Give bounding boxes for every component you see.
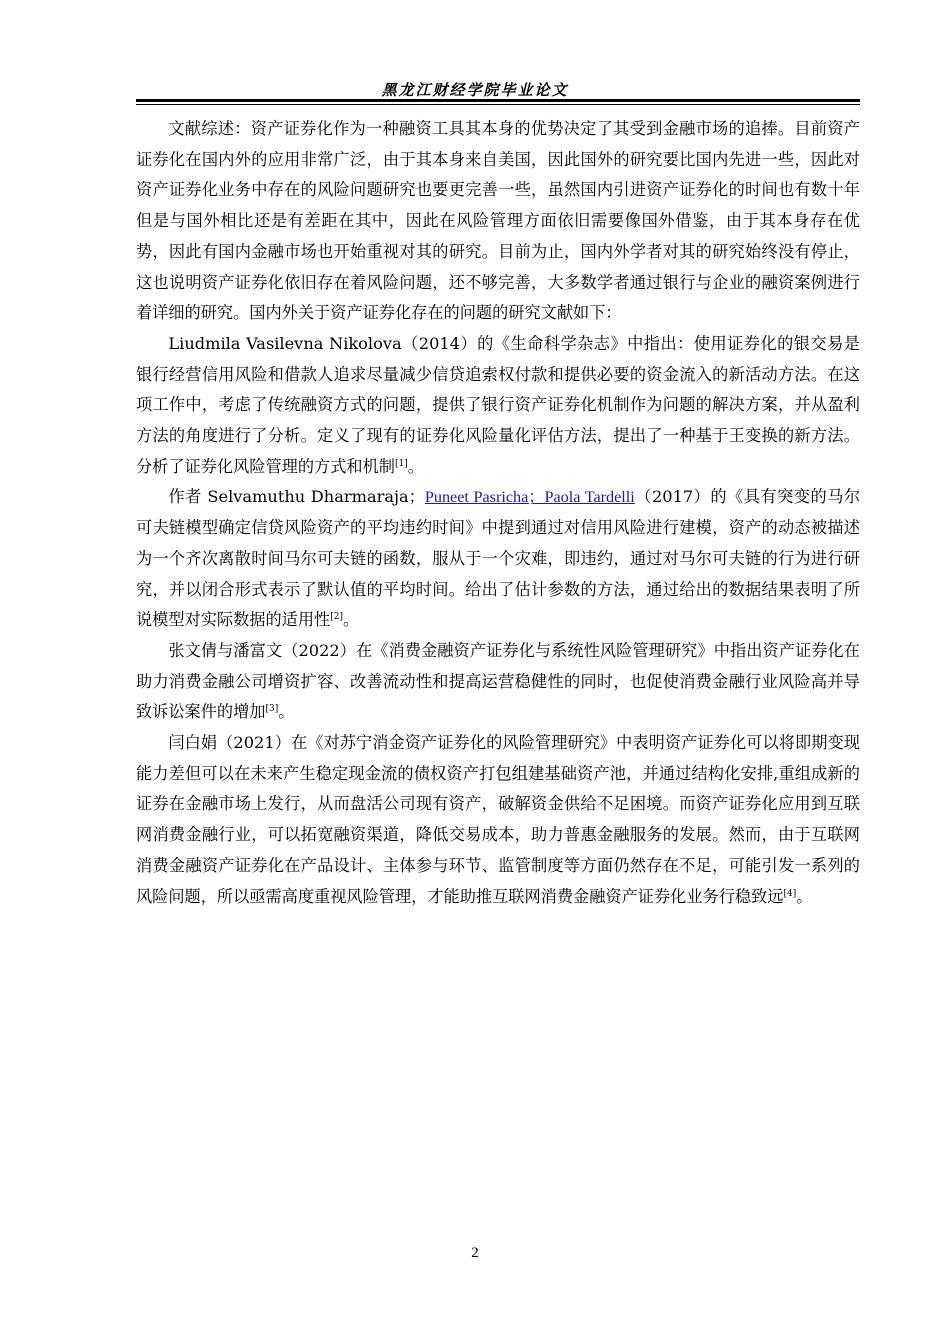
author-link[interactable]: Puneet Pasricha；Paola Tardelli (424, 488, 635, 507)
paragraph-zhang (136, 636, 860, 728)
paragraph-end: 。 (407, 456, 424, 476)
paragraph-end: 。 (278, 702, 295, 722)
paragraph-end: 。 (343, 610, 360, 630)
body-text (136, 114, 860, 912)
citation-ref[interactable]: [2] (330, 612, 343, 623)
paragraph-text: 闫白娟（2021）在《对苏宁消金资产证券化的风险管理研究》中表明资产证券化可以将即期变现能力差但可以在未来产生稳定现金流的债权资产打包组建基础资产池，并通过结构化安排,重组成新的证券在金融市场上发行，从而盘活公司现有资产，破解资金供给不足困境。而资产证券化应用到互联网消费金融行业，可以拓宽融资渠道，降低交易成本，助力普惠金融服务的发展。然而，由于互联网消费金融资产证券化在产品设计、主体参与环节、监管制度等方面仍然存在不足，可能引发一系列的风险问题，所以亟需高度重视风险管理，才能助推互联网消费金融资产证券化业务行稳致远 (136, 733, 860, 906)
citation-ref[interactable]: [1] (395, 458, 408, 469)
paragraph-text: Liudmila Vasilevna Nikolova（2014）的《生命科学杂志》中指出：使用证券化的银交易是银行经营信用风险和借款人追求尽量减少信贷追索权付款和提供必要的资金流入的新活动方法。在这项工作中，考虑了传统融资方式的问题，提供了银行资产证券化机制作为问题的解决方案，并从盈利方法的角度进行了分析。定义了现有的证券化风险量化评估方法，提出了一种基于王变换的新方法。分析了证券化风险管理的方式和机制 (136, 333, 860, 476)
paragraph-nikolova (136, 329, 860, 483)
citation-ref[interactable]: [4] (783, 888, 797, 899)
paragraph-end: 。 (796, 886, 813, 906)
citation-ref[interactable]: [3] (265, 704, 279, 715)
paragraph-text: （2017）的《具有突变的马尔可夫链模型确定信贷风险资产的平均违约时间》中提到通过对信用风险进行建模，资产的动态被描述为一个齐次离散时间马尔可夫链的函数，服从于一个灾难，即违约，通过对马尔可夫链的行为进行研究，并以闭合形式表示了默认值的平均时间。给出了估计参数的方法，通过给出的数据结果表明了所说模型对实际数据的适用性 (136, 487, 861, 630)
header-rule-thin (136, 104, 860, 105)
page-number: 2 (471, 1245, 479, 1261)
paragraph-dharmaraja (136, 482, 860, 636)
paragraph-lead: 作者 Selvamuthu Dharmaraja； (168, 487, 425, 507)
paragraph-text: 文献综述：资产证券化作为一种融资工具其本身的优势决定了其受到金融市场的追捧。目前资产证券化在国内外的应用非常广泛，由于其本身来自美国，因此国外的研究要比国内先进一些，因此对资产证券化业务中存在的风险问题研究也要更完善一些，虽然国内引进资产证券化的时间也有数十年但是与国外相比还是有差距在其中，因此在风险管理方面依旧需要像国外借鉴，由于其本身存在优势，因此有国内金融市场也开始重视对其的研究。目前为止，国内外学者对其的研究始终没有停止，这也说明资产证券化依旧存在着风险问题，还不够完善，大多数学者通过银行与企业的融资案例进行着详细的研究。国内外关于资产证券化存在的问题的研究文献如下： (136, 119, 860, 323)
running-header-title: 黑龙江财经学院毕业论文 (381, 81, 569, 99)
header-rule-thick (136, 99, 860, 102)
paragraph-text: 张文倩与潘富文（2022）在《消费金融资产证券化与系统性风险管理研究》中指出资产证券化在助力消费金融公司增资扩容、改善流动性和提高运营稳健性的同时，也促使消费金融行业风险高并导致诉讼案件的增加 (136, 640, 860, 722)
paragraph-yan (136, 728, 860, 912)
paragraph-literature-review (136, 114, 860, 329)
